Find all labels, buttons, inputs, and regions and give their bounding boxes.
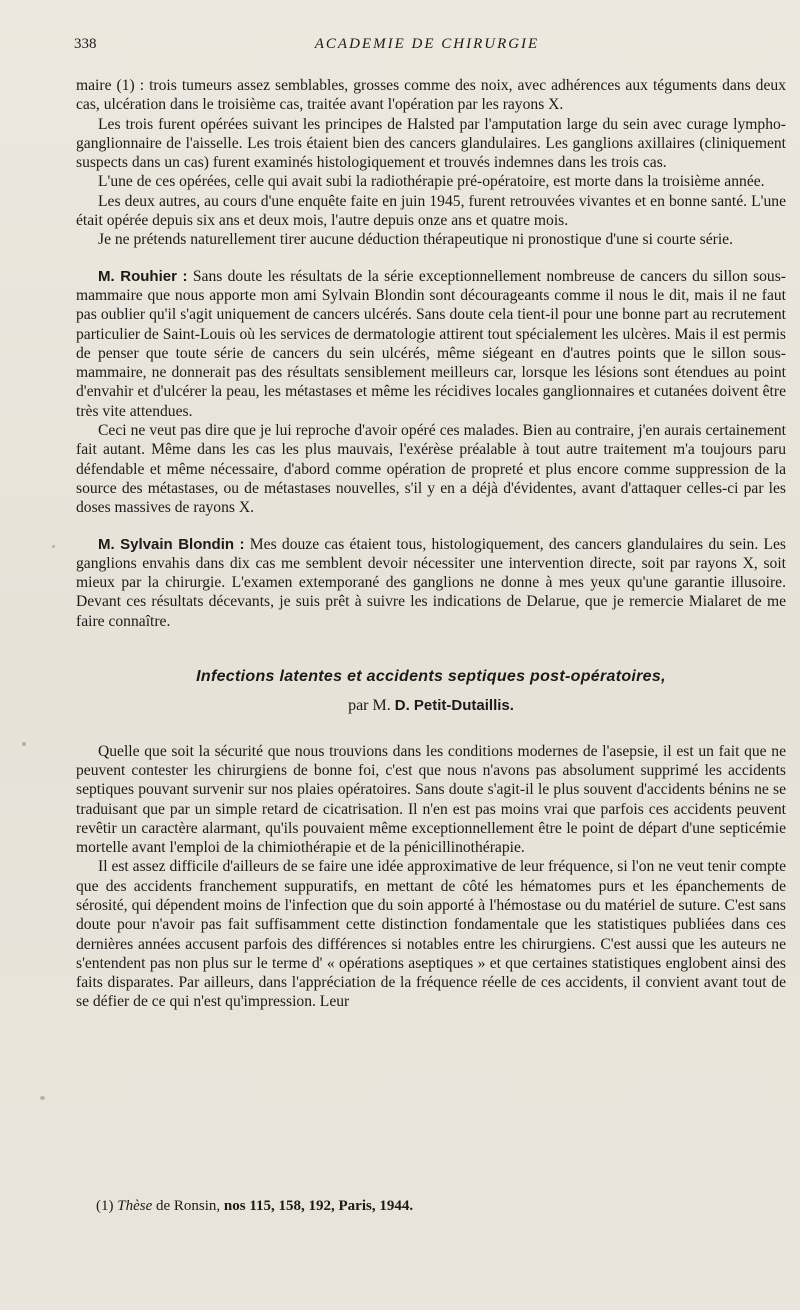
footnote-refs: nos 115, 158, 192, Paris, 1944. — [223, 1198, 414, 1214]
paragraph: Quelle que soit la sécurité que nous trouvions dans les conditions modernes de l'asepsie, il est un fait que ne peuvent contester les chirurgiens de bonne foi, c'est que nous n'avons pas absolument supprimé les accidents septiques pouvant survenir sur nos plaies opératoires. Sans doute s'agit-il le plus souvent d'accidents bénins ne se traduisant que par un simple retard de cicatrisation. Il n'en est pas moins vrai que parfois ces accidents peuvent revêtir un caractère alarmant, qu'ils pouvaient même exceptionnellement être le point de départ d'une septicémie mortelle avant l'emploi de la chimiothérapie et de la pénicillinothérapie. — [76, 742, 786, 857]
paper-speck — [40, 1096, 45, 1100]
running-title: ACADEMIE DE CHIRURGIE — [314, 36, 540, 52]
author-prefix: par M. — [348, 697, 391, 715]
footnote-title: Thèse — [117, 1198, 153, 1214]
paragraph-text: Sans doute les résultats de la série exceptionnellement nombreuse de cancers du sillon sous-mammaire que nous apporte mon ami Sylvain Blondin sont décourageants comme il nous le dit, mais il ne faut pas oublier qu'il s'agit uniquement de cancers ulcérés. Sans doute cela tient-il pour une bonne part au recrutement particulier de Saint-Louis où les services de dermatologie attirent tout spécialement les ulcères. Mais il est permis de penser que toute série de cancers du sein ulcérés, même siégeant en d'autres points que le sillon sous-mammaire, ne donnerait pas des résultats sensiblement meilleurs car, lorsque les lésions sont étendues au point d'envahir et d'ulcérer la peau, les métastases et même les récidives locales ganglionnaires et cutanées doivent être très vite attendues. — [76, 267, 786, 420]
blondin-intervention — [76, 535, 786, 631]
footnote — [96, 1198, 413, 1215]
article-body — [76, 76, 786, 1012]
rouhier-intervention — [76, 267, 786, 421]
paragraph: Les trois furent opérées suivant les principes de Halsted par l'amputation large du sein avec curage lympho-ganglionnaire de l'aisselle. Les trois étaient bien des cancers glandulaires. Les ganglions axillaires (cliniquement suspects dans un cas) furent examinés histologiquement et trouvés indemnes dans les trois cas. — [76, 115, 786, 172]
footnote-marker: (1) — [96, 1198, 114, 1214]
speaker-name: M. Sylvain Blondin : — [98, 535, 245, 553]
section-author — [76, 696, 786, 715]
running-head — [74, 36, 780, 58]
paragraph: Les deux autres, au cours d'une enquête faite en juin 1945, furent retrouvées vivantes et en bonne santé. L'une était opérée depuis six ans et deux mois, l'autre depuis onze ans et quatre mois. — [76, 192, 786, 230]
section-title: Infections latentes et accidents septiques post-opératoires, — [196, 668, 666, 686]
paper-speck — [52, 545, 55, 548]
paragraph: Il est assez difficile d'ailleurs de se faire une idée approximative de leur fréquence, si l'on ne veut tenir compte que des accidents franchement suppuratifs, en mettant de côté les hématomes purs et les épanchements de sérosité, qui dépendent moins de l'infection que du soin apporté à l'hémostase ou du matériel de suture. C'est sans doute pour n'avoir pas fait suffisamment cette distinction fondamentale que les statistiques publiées dans ces dernières années accusent parfois des différences si notables entre les chirurgiens. C'est aussi que les auteurs ne s'entendent pas non plus sur le terme d' « opérations aseptiques » et que certaines statistiques englobent ainsi des faits disparates. Par ailleurs, dans l'appréciation de la fréquence réelle de ces accidents, il convient avant tout de se défier de ce qui n'est qu'impression. Leur — [76, 858, 786, 1011]
footnote-text: de Ronsin, — [156, 1198, 221, 1214]
paper-speck — [22, 742, 26, 746]
speaker-name: M. Rouhier : — [98, 267, 188, 285]
paragraph-text: Mes douze cas étaient tous, histologiquement, des cancers glandulaires du sein. Les ganglions envahis dans dix cas me semblent devoir nécessiter une intervention directe, soit par rayons X, soit mieux par la chirurgie. L'examen extemporané des ganglions ne donne à mes yeux qu'une garantie illusoire. Devant ces résultats décevants, je suis prêt à suivre les indications de Delarue, que je remercie Mialaret de me faire connaître. — [76, 535, 786, 630]
paragraph: Je ne prétends naturellement tirer aucune déduction thérapeutique ni pronostique d'une si courte série. — [98, 231, 733, 249]
paragraph: L'une de ces opérées, celle qui avait subi la radiothérapie pré-opératoire, est morte dans la troisième année. — [98, 173, 765, 191]
author-name: D. Petit-Dutaillis. — [394, 697, 514, 715]
page-number: 338 — [74, 36, 97, 52]
paragraph: maire (1) : trois tumeurs assez semblables, grosses comme des noix, avec adhérences aux téguments dans deux cas, ulcération dans le troisième cas, traitée avant l'opération par les rayons X. — [76, 77, 786, 114]
paragraph: Ceci ne veut pas dire que je lui reproche d'avoir opéré ces malades. Bien au contraire, j'en aurais certainement fait autant. Même dans les cas les plus mauvais, l'exérèse préalable à tout autre traitement m'a toujours paru défendable et même nécessaire, d'abord comme opération de propreté et plus encore comme suppression de la source des métastases, ou de métastases nouvelles, s'il y en a déjà d'évidentes, avant d'attaquer celles-ci par les doses massives de rayons X. — [76, 422, 786, 517]
